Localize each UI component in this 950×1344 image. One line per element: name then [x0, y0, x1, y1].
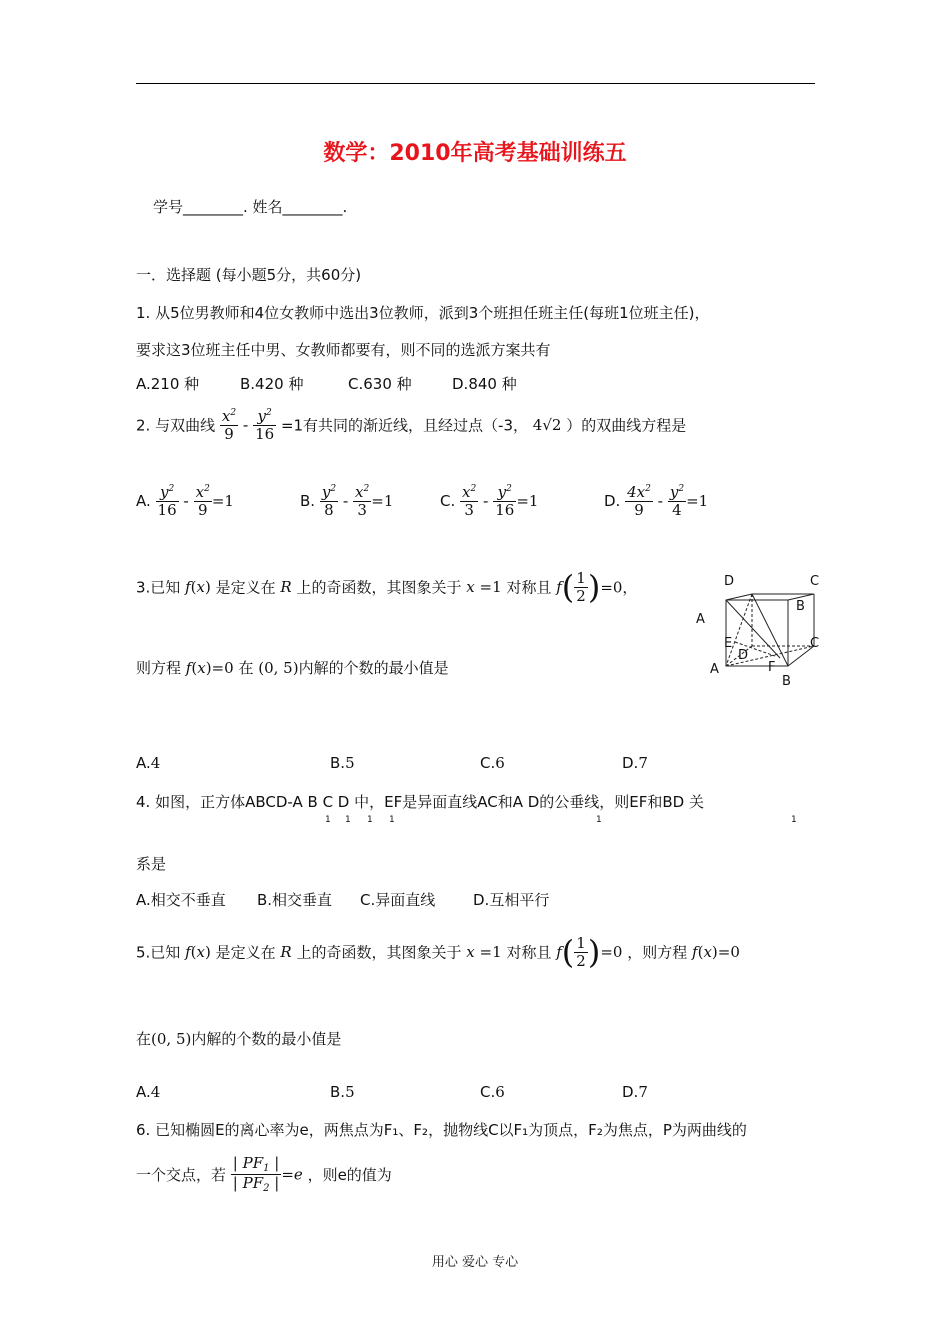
q3-stem: 3.已知 f(x) 是定义在 R 上的奇函数，其图象关于 x =1 对称且 f( $\frac{1}{2}$ )=0，	[136, 568, 638, 606]
header-rule	[136, 83, 815, 84]
q3-option-b: B.5	[330, 754, 355, 772]
q5-option-d: D.7	[622, 1083, 648, 1101]
q5-option-c: C.6	[480, 1083, 505, 1101]
page-footer: 用心 爱心 专心	[431, 1255, 519, 1270]
page-title: 数学：2010年高考基础训练五	[323, 141, 627, 166]
section-heading: 一．选择题 (每小题5分，共60分)	[136, 266, 362, 284]
q5-option-b: B.5	[330, 1083, 355, 1101]
q3-option-a: A.4	[136, 754, 161, 772]
q5-stem: 5.已知 f(x) 是定义在 R 上的奇函数，其图象关于 x =1 对称且 f( $\frac{1}{2}$ )=0 ，则方程 f(x)=0	[136, 933, 740, 971]
fig-label-a: A	[710, 662, 719, 677]
q1-line2: 要求这3位班主任中男、女教师都要有，则不同的选派方案共有	[136, 341, 551, 359]
q4-option-c: C.异面直线	[360, 891, 436, 909]
q4-line2: 系是	[136, 855, 167, 873]
q2-point-y: 4√2	[532, 416, 562, 434]
q2-frac-y2-16: $\frac{y^2}{16}$	[255, 407, 275, 443]
q4-sub-a1: 1	[325, 815, 331, 825]
fig-label-b: B	[782, 674, 791, 689]
q4-sub-b1: 1	[345, 815, 351, 825]
q2-option-d: D. $\frac{4x^2}{9}$ - $\frac{y^2}{4}$ =1	[604, 483, 709, 519]
q1-option-a: A.210 种	[136, 375, 200, 393]
q2-option-b: B. $\frac{y^2}{8}$ - $\frac{x^2}{3}$ =1	[300, 483, 394, 519]
q2-frac-x2-9: $\frac{x^2}{9}$	[221, 407, 237, 443]
q2-mid: =1有共同的渐近线，且经过点（-3，	[280, 416, 529, 435]
q2-prefix: 2. 与双曲线	[136, 416, 216, 435]
q4-option-d: D.互相平行	[473, 891, 550, 909]
fig-label-d: D	[738, 648, 749, 663]
q1-option-d: D.840 种	[452, 375, 517, 393]
q5-option-a: A.4	[136, 1083, 161, 1101]
q1-line1: 1. 从5位男教师和4位女教师中选出3位教师，派到3个班担任班主任(每班1位班主任)，	[136, 304, 710, 322]
q4-sub-a1-2: 1	[596, 815, 602, 825]
q2-option-a: A. $\frac{y^2}{16}$ - $\frac{x^2}{9}$ =1	[136, 483, 234, 519]
student-info-line: 学号________. 姓名________.	[153, 198, 348, 216]
fig-label-b1: B	[796, 599, 805, 614]
q4-sub-d1: 1	[389, 815, 395, 825]
q3-option-d: D.7	[622, 754, 648, 772]
q1-option-c: C.630 种	[348, 375, 412, 393]
q3-line2: 则方程 f(x)=0 在 (0, 5)内解的个数的最小值是	[136, 659, 449, 677]
fig-label-c: C	[810, 636, 820, 651]
q4-line1: 4. 如图，正方体ABCD-A B C D 中，EF是异面直线AC和A D的公垂线，则EF和BD 关	[136, 793, 704, 811]
q5-line2: 在(0, 5)内解的个数的最小值是	[136, 1030, 342, 1048]
q4-sub-c1: 1	[367, 815, 373, 825]
fig-label-a1: A	[696, 612, 705, 627]
fig-label-d1: D	[724, 574, 735, 589]
q2-option-c: C. $\frac{x^2}{3}$ - $\frac{y^2}{16}$ =1	[440, 483, 539, 519]
q2-suffix: ）的双曲线方程是	[566, 416, 687, 435]
fig-label-e: E	[724, 636, 733, 651]
fig-label-f: F	[768, 660, 776, 675]
q1-option-b: B.420 种	[240, 375, 304, 393]
q4-sub-d1-2: 1	[791, 815, 797, 825]
cube-figure	[690, 572, 830, 696]
q6-line2: 一个交点，若 $\frac{| PF_1 |}{| PF_2 |}$ =e ，则e的值为	[136, 1154, 392, 1194]
q3-option-c: C.6	[480, 754, 505, 772]
fig-label-c1: C	[810, 574, 820, 589]
q4-option-b: B.相交垂直	[257, 891, 333, 909]
q4-option-a: A.相交不垂直	[136, 891, 226, 909]
q6-line1: 6. 已知椭圆E的离心率为e，两焦点为F₁、F₂，抛物线C以F₁为顶点，F₂为焦点，P为两曲线的	[136, 1121, 747, 1139]
q2-stem: 2. 与双曲线 $\frac{x^2}{9}$ - $\frac{y^2}{16}$ =1有共同的渐近线，且经过点（-3， 4√2 ）的双曲线方程是	[136, 407, 687, 443]
